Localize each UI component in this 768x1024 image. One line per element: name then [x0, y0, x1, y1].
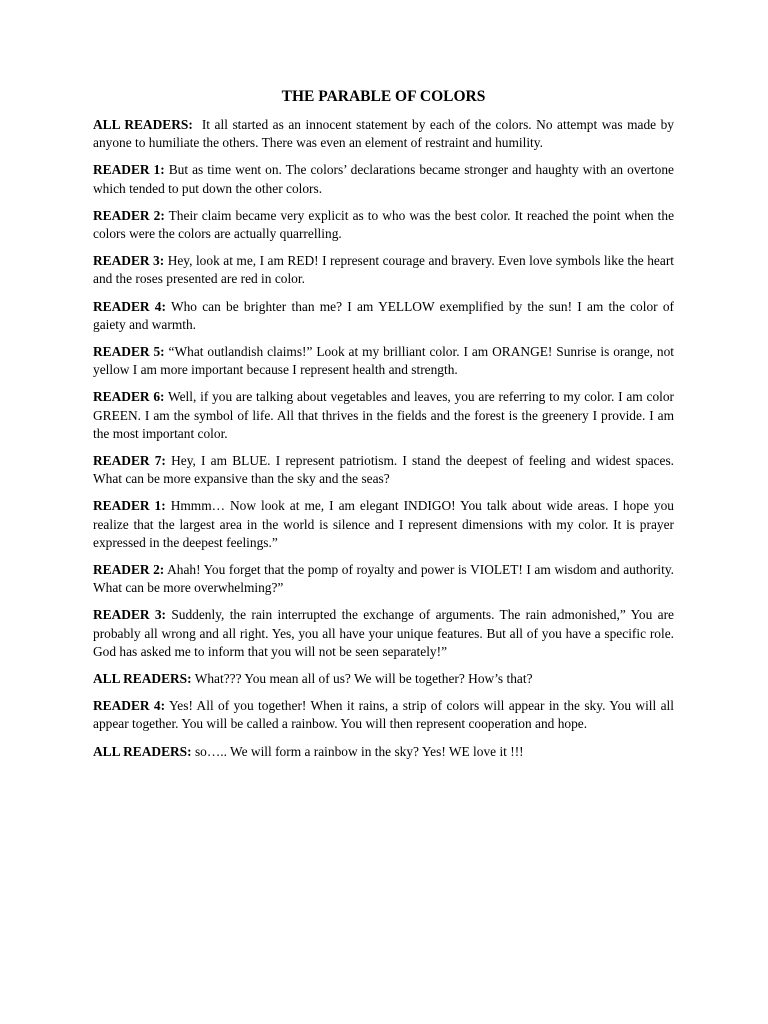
script-paragraph — [93, 388, 674, 443]
script-paragraph — [93, 207, 674, 243]
speaker-label: ALL READERS: — [93, 117, 193, 132]
speaker-label: READER 7: — [93, 453, 166, 469]
script-paragraph — [93, 606, 674, 661]
speaker-label: READER 2: — [93, 562, 165, 578]
paragraph-text: Yes! All of you together! When it rains, a strip of colors will appear in the sky. You will all appear together. You will be called a rainbow. You will then represent cooperation and hope. — [93, 698, 674, 732]
speaker-label: READER 3: — [93, 607, 167, 623]
script-paragraph — [93, 670, 674, 688]
paragraph-text: It all started as an innocent statement by each of the colors. No attempt was made by anyone to humiliate the others. There was even an element of restraint and humility. — [93, 117, 674, 151]
speaker-label: READER 4: — [93, 298, 166, 314]
speaker-label: READER 2: — [93, 207, 165, 223]
document-page — [93, 86, 674, 770]
speaker-label: READER 1: — [93, 162, 165, 178]
speaker-label: ALL READERS: — [93, 671, 192, 687]
paragraph-text: What??? You mean all of us? We will be together? How’s that? — [194, 671, 533, 687]
paragraph-text: Who can be brighter than me? I am YELLOW exemplified by the sun! I am the color of gaiety and warmth. — [93, 298, 675, 332]
script-paragraph — [93, 452, 674, 488]
script-paragraph — [93, 743, 674, 761]
paragraph-text: Hmmm… Now look at me, I am elegant INDIGO! You talk about wide areas. I hope you realize that the largest area in the world is silence and I represent dimensions with my color. It is prayer expressed in the deepest feelings.” — [93, 498, 675, 550]
script-paragraph — [93, 497, 674, 552]
paragraph-text: But as time went on. The colors’ declarations became stronger and haughty with an overtone which tended to put down the other colors. — [93, 162, 674, 196]
paragraph-text: Hey, look at me, I am RED! I represent courage and bravery. Even love symbols like the heart and the roses presented are red in color. — [93, 253, 675, 287]
speaker-label: READER 4: — [93, 698, 166, 714]
script-paragraph — [93, 298, 674, 334]
script-paragraph — [93, 343, 674, 379]
paragraph-text: so….. We will form a rainbow in the sky? Yes! WE love it !!! — [194, 743, 524, 759]
speaker-label: READER 5: — [93, 344, 165, 360]
paragraph-text: Well, if you are talking about vegetables and leaves, you are referring to my color. I am color GREEN. I am the symbol of life. All that thrives in the fields and the forest is the greenery I provide. I am the most important color. — [93, 389, 675, 441]
script-paragraph — [93, 161, 674, 197]
script-paragraph — [93, 116, 674, 152]
document-title: THE PARABLE OF COLORS — [281, 88, 486, 105]
speaker-label: READER 1: — [93, 498, 166, 514]
paragraph-text: Ahah! You forget that the pomp of royalty and power is VIOLET! I am wisdom and authority. What can be more overwhelming?” — [93, 562, 675, 596]
speaker-label: ALL READERS: — [93, 743, 192, 759]
script-paragraph — [93, 561, 674, 597]
speaker-label: READER 3: — [93, 253, 165, 269]
speaker-label: READER 6: — [93, 389, 165, 405]
paragraph-text: Hey, I am BLUE. I represent patriotism. I stand the deepest of feeling and widest spaces. What can be more expansive than the sky and the seas? — [93, 453, 675, 487]
script-paragraph — [93, 697, 674, 733]
paragraph-text: “What outlandish claims!” Look at my brilliant color. I am ORANGE! Sunrise is orange, not yellow I am more important because I represent health and strength. — [93, 344, 675, 378]
script-paragraph — [93, 252, 674, 288]
paragraph-text: Suddenly, the rain interrupted the exchange of arguments. The rain admonished,” You are probably all wrong and all right. Yes, you all have your unique features. But all of you have a specific role. God has asked me to inform that you will not be seen separately!” — [93, 607, 674, 659]
paragraph-text: Their claim became very explicit as to who was the best color. It reached the point when the colors were the colors are actually quarrelling. — [93, 207, 675, 242]
